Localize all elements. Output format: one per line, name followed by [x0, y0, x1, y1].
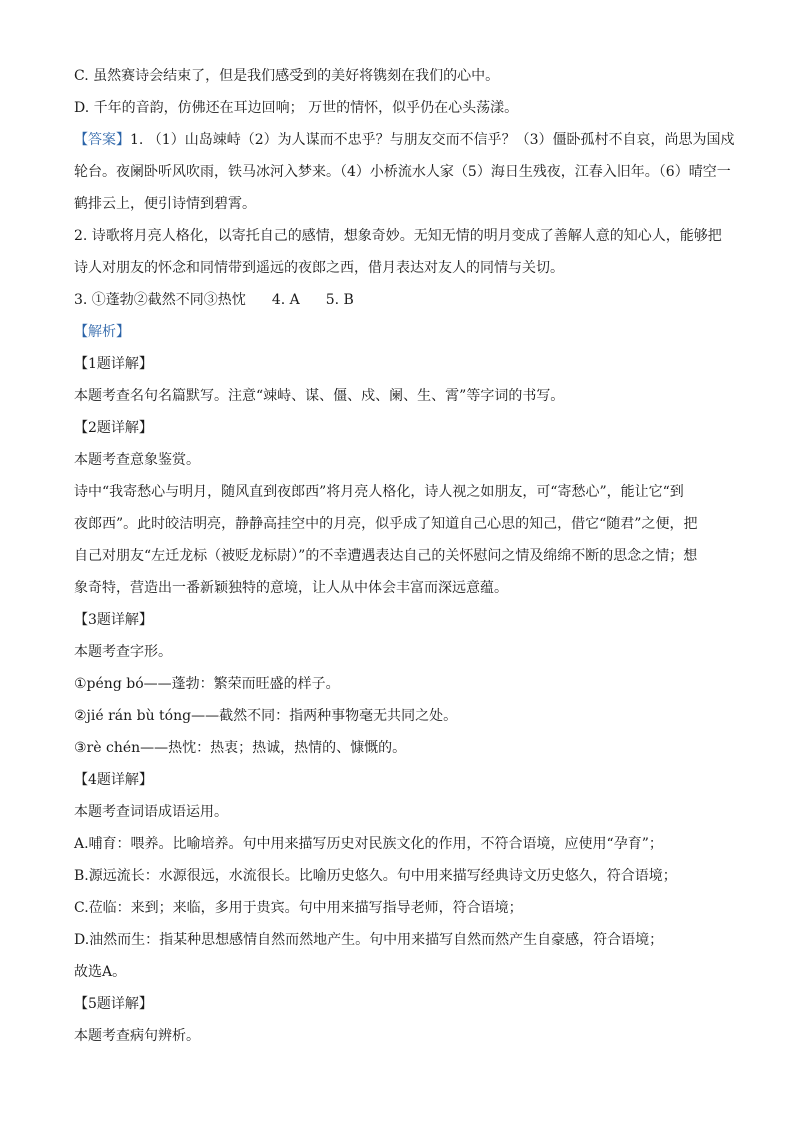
- q3-item-2: ②jié rán bù tóng——截然不同：指两种事物毫无共同之处。: [74, 708, 458, 724]
- q2-explain-2: 夜郎西”。此时皎洁明亮，静静高挂空中的月亮，似乎成了知道自己心思的知己，借它“随君”之便，把: [74, 516, 698, 532]
- answer-line-2: 轮台。夜阑卧听风吹雨，铁马冰河入梦来。（4）小桥流水人家（5）海日生残夜，江春入旧年。（6）晴空一: [74, 164, 731, 180]
- q1-explain: 本题考查名句名篇默写。注意“竦峙、谋、僵、戍、阑、生、霄”等字词的书写。: [74, 388, 565, 404]
- answer-tag: 【答案】: [74, 132, 130, 148]
- answer-1-text: 1. （1）山岛竦峙（2）为人谋而不忠乎？与朋友交而不信乎？（3）僵卧孤村不自哀，尚思为国戍: [130, 132, 735, 148]
- option-c-line: C. 虽然赛诗会结束了，但是我们感受到的美好将镌刻在我们的心中。: [74, 68, 500, 84]
- q5-heading: 【5题详解】: [74, 996, 153, 1012]
- answer-line-3: 鹤排云上，便引诗情到碧霄。: [74, 196, 256, 212]
- q3-topic: 本题考查字形。: [74, 644, 172, 660]
- q4-topic: 本题考查词语成语运用。: [74, 804, 228, 820]
- analysis-heading: 【解析】: [74, 324, 130, 340]
- q4-option-c: C.莅临：来到；来临，多用于贵宾。句中用来描写指导老师，符合语境；: [74, 900, 523, 916]
- q4-conclusion: 故选A。: [74, 964, 127, 980]
- answer-line-1: [74, 130, 735, 150]
- q4-heading: 【4题详解】: [74, 772, 153, 788]
- q1-heading: 【1题详解】: [74, 356, 153, 372]
- q3-item-1: ①péng bó——蓬勃：繁荣而旺盛的样子。: [74, 676, 340, 692]
- answer-5: 5. B: [325, 292, 354, 308]
- q4-option-a: A.哺育：喂养。比喻培养。句中用来描写历史对民族文化的作用，不符合语境，应使用“孕育”；: [74, 836, 663, 852]
- q2-explain-3: 自己对朋友“左迁龙标（被贬龙标尉）”的不幸遭遇表达自己的关怀慰问之情及绵绵不断的思念之情；想: [74, 548, 698, 564]
- q3-heading: 【3题详解】: [74, 612, 153, 628]
- answer-4: 4. A: [271, 292, 300, 308]
- q2-explain-1: 诗中“我寄愁心与明月，随风直到夜郎西”将月亮人格化，诗人视之如朋友，可“寄愁心”，能让它“到: [74, 484, 684, 500]
- q4-option-b: B.源远流长：水源很远，水流很长。比喻历史悠久。句中用来描写经典诗文历史悠久，符合语境；: [74, 868, 677, 884]
- q5-topic: 本题考查病句辨析。: [74, 1028, 200, 1044]
- q2-explain-4: 象奇特，营造出一番新颖独特的意境，让人从中体会丰富而深远意蕴。: [74, 580, 508, 596]
- answer-2-line-1: 2. 诗歌将月亮人格化，以寄托自己的感情，想象奇妙。无知无情的明月变成了善解人意的知心人，能够把: [74, 228, 722, 244]
- q2-topic: 本题考查意象鉴赏。: [74, 452, 200, 468]
- q2-heading: 【2题详解】: [74, 420, 153, 436]
- option-d-line: D. 千年的音韵，仿佛还在耳边回响； 万世的情怀，似乎仍在心头荡漾。: [74, 100, 519, 116]
- answer-2-line-2: 诗人对朋友的怀念和同情带到遥远的夜郎之西，借月表达对友人的同情与关切。: [74, 260, 564, 276]
- q4-option-d: D.油然而生：指某种思想感情自然而然地产生。句中用来描写自然而然产生自豪感，符合语境；: [74, 932, 664, 948]
- q3-item-3: ③rè chén——热忱：热衷；热诚，热情的、慷慨的。: [74, 740, 407, 756]
- answer-3: 3. ①蓬勃②截然不同③热忱: [74, 292, 246, 308]
- answers-3-4-5-line: [74, 290, 720, 310]
